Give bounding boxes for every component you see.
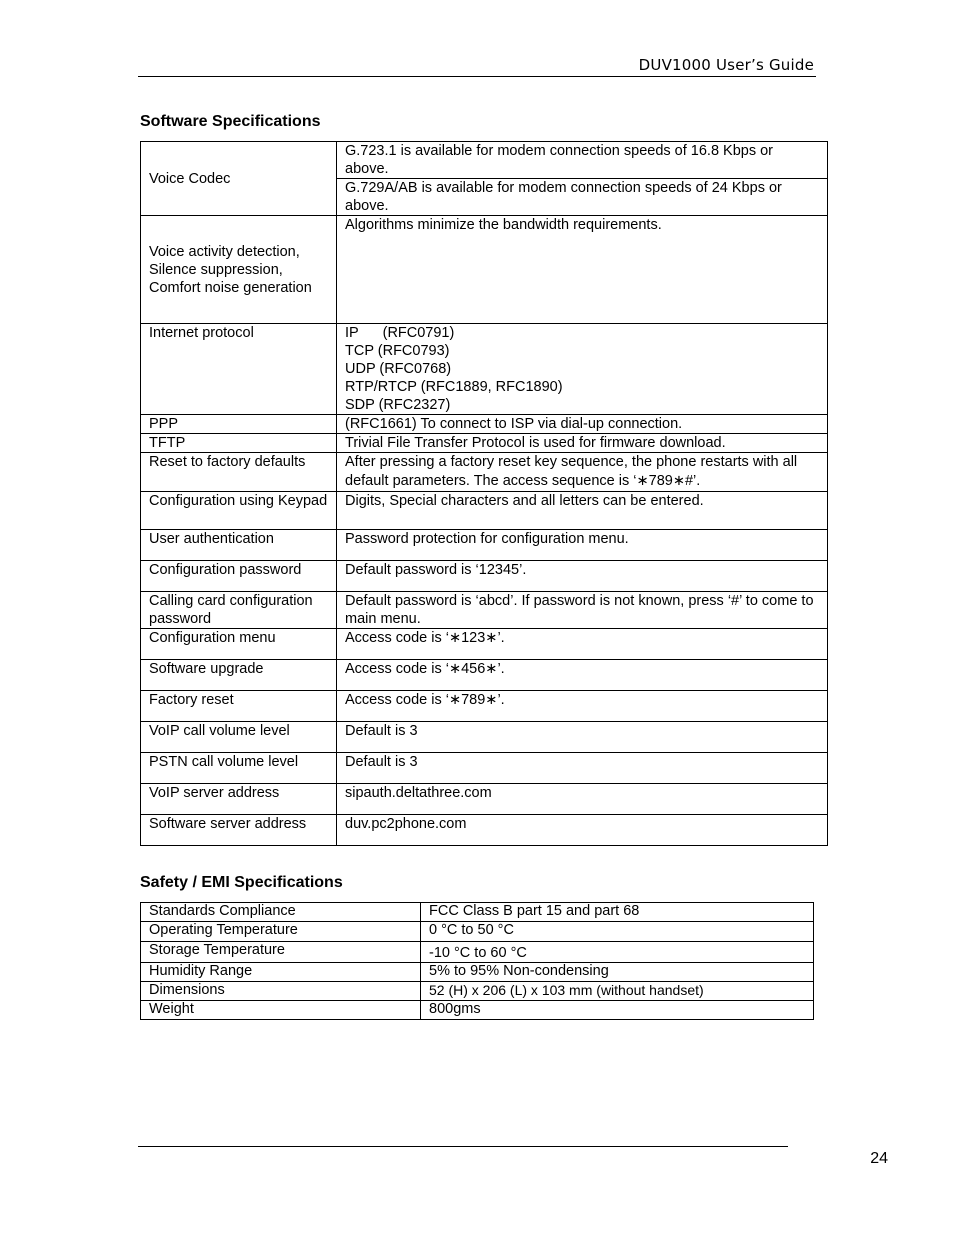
internet-protocol-label: Internet protocol (141, 324, 337, 415)
page-number: 24 (870, 1150, 888, 1167)
spec-value: 52 (H) x 206 (L) x 103 mm (without handset) (421, 982, 814, 1001)
spec-value: Default is 3 (337, 722, 828, 753)
spec-label: Standards Compliance (141, 903, 421, 922)
spec-label: Storage Temperature (141, 942, 421, 963)
protocol-line: RTP/RTCP (RFC1889, RFC1890) (345, 379, 563, 395)
protocol-line: SDP (RFC2327) (345, 397, 451, 413)
spec-label: Reset to factory defaults (141, 453, 337, 492)
spec-value: Password protection for configuration menu. (337, 530, 828, 561)
spec-value: After pressing a factory reset key sequence, the phone restarts with all default parameters. The access sequence is ‘∗789∗#’. (337, 453, 828, 492)
voice-codec-value-2: G.729A/AB is available for modem connection speeds of 24 Kbps or above. (337, 179, 828, 216)
table-row (141, 1001, 814, 1020)
spec-value: sipauth.deltathree.com (337, 784, 828, 815)
header-rule (138, 76, 816, 77)
header-title: DUV1000 User’s Guide (638, 56, 814, 74)
table-row (141, 492, 828, 530)
table-row (141, 592, 828, 629)
spec-label: VoIP server address (141, 784, 337, 815)
spec-label: User authentication (141, 530, 337, 561)
spec-label: Weight (141, 1001, 421, 1020)
table-row (141, 903, 814, 922)
voice-codec-value-1: G.723.1 is available for modem connection speeds of 16.8 Kbps or above. (337, 142, 828, 179)
spec-value: Access code is ‘∗789∗’. (337, 691, 828, 722)
spec-label: Humidity Range (141, 963, 421, 982)
table-row (141, 530, 828, 561)
spec-label: Configuration menu (141, 629, 337, 660)
protocol-line: IP (RFC0791) (345, 325, 455, 341)
table-row (141, 753, 828, 784)
footer-rule (138, 1146, 788, 1147)
spec-value: Access code is ‘∗123∗’. (337, 629, 828, 660)
vad-value: Algorithms minimize the bandwidth requirements. (337, 216, 828, 324)
table-row (141, 963, 814, 982)
spec-label: PPP (141, 415, 337, 434)
table-row (141, 142, 828, 179)
table-row (141, 815, 828, 846)
spec-value: Trivial File Transfer Protocol is used for firmware download. (337, 434, 828, 453)
spec-label: Operating Temperature (141, 922, 421, 942)
vad-label-line: Voice activity detection, (149, 243, 300, 260)
spec-label: Configuration password (141, 561, 337, 592)
spec-value: duv.pc2phone.com (337, 815, 828, 846)
spec-label: TFTP (141, 434, 337, 453)
spec-value: 5% to 95% Non-condensing (421, 963, 814, 982)
table-row (141, 922, 814, 942)
spec-label: Factory reset (141, 691, 337, 722)
table-row (141, 660, 828, 691)
voice-codec-label: Voice Codec (141, 142, 337, 216)
software-section-title: Software Specifications (140, 113, 321, 130)
software-spec-table (140, 141, 828, 846)
vad-label (141, 216, 337, 324)
spec-value: Digits, Special characters and all letters can be entered. (337, 492, 828, 530)
spec-value: Default is 3 (337, 753, 828, 784)
table-row (141, 561, 828, 592)
spec-label: VoIP call volume level (141, 722, 337, 753)
table-row (141, 982, 814, 1001)
spec-value: FCC Class B part 15 and part 68 (421, 903, 814, 922)
table-row (141, 453, 828, 492)
spec-value: Access code is ‘∗456∗’. (337, 660, 828, 691)
internet-protocol-value (337, 324, 828, 415)
spec-label: PSTN call volume level (141, 753, 337, 784)
spec-value: 800gms (421, 1001, 814, 1020)
protocol-line: UDP (RFC0768) (345, 361, 452, 377)
spec-value: 0 °C to 50 °C (421, 922, 814, 942)
table-row (141, 629, 828, 660)
table-row (141, 434, 828, 453)
spec-label: Configuration using Keypad (141, 492, 337, 530)
table-row (141, 722, 828, 753)
vad-label-line: Silence suppression, (149, 261, 283, 278)
table-row (141, 415, 828, 434)
spec-label: Calling card configuration password (141, 592, 337, 629)
protocol-line: TCP (RFC0793) (345, 343, 450, 359)
table-row (141, 784, 828, 815)
spec-value: (RFC1661) To connect to ISP via dial-up connection. (337, 415, 828, 434)
safety-section-title: Safety / EMI Specifications (140, 874, 343, 891)
table-row (141, 324, 828, 415)
spec-label: Software upgrade (141, 660, 337, 691)
table-row (141, 691, 828, 722)
spec-label: Software server address (141, 815, 337, 846)
spec-value: Default password is ‘12345’. (337, 561, 828, 592)
table-row (141, 216, 828, 324)
spec-label: Dimensions (141, 982, 421, 1001)
safety-spec-table (140, 902, 814, 1020)
spec-value: -10 °C to 60 °C (421, 942, 814, 963)
spec-value: Default password is ‘abcd’. If password is not known, press ‘#’ to come to main menu. (337, 592, 828, 629)
table-row (141, 942, 814, 963)
vad-label-line: Comfort noise generation (149, 279, 312, 296)
